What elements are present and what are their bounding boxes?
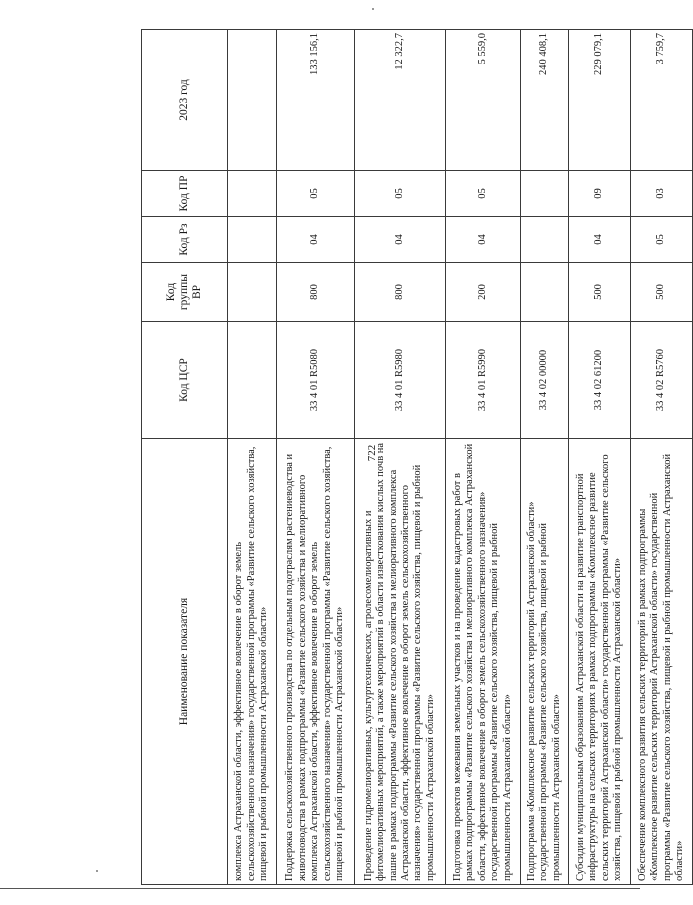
header-year: 2023 год (142, 30, 228, 171)
table-row (446, 30, 521, 885)
row-vr (521, 263, 569, 322)
row-rz: 04 (569, 217, 631, 263)
row-name: Проведение гидромелиоративных, культуртехнических, агролесомелиоративных и фитомелиоративных мероприятий, а также мероприятий в области известкования кислых почв на пашне в рамках подпрограммы «Развитие сельского хозяйства и мелиоративного комплекса Астраханской области, эффективное вовлечение в оборот земель сельскохозяйственного назначения» государственной программы «Развитие сельского хозяйства, пищевой и рыбной промышленности Астраханской области» (355, 439, 446, 885)
row-pr: 05 (277, 171, 355, 217)
row-amount: 5 559,0 (446, 30, 521, 171)
row-amount: 12 322,7 (355, 30, 446, 171)
row-pr: 05 (446, 171, 521, 217)
row-rz: 04 (446, 217, 521, 263)
row-pr: 09 (569, 171, 631, 217)
scan-speck (372, 8, 374, 10)
row-pr: 03 (631, 171, 693, 217)
header-vr: Код группы ВР (142, 263, 228, 322)
row-amount: 229 079,1 (569, 30, 631, 171)
row-csr: 33 4 02 R5760 (631, 322, 693, 439)
scan-speck (96, 870, 98, 872)
row-vr: 500 (631, 263, 693, 322)
row-rz (228, 217, 277, 263)
row-name: Обеспечение комплексного развития сельских территорий в рамках подпрограммы «Комплексное развитие сельских территорий Астраханской области» государственной программы «Развитие сельского хозяйства, пищевой и рыбной промышленности Астраханской области» (631, 439, 693, 885)
header-name: Наименование показателя (142, 439, 228, 885)
row-name: комплекса Астраханской области, эффективное вовлечение в оборот земель сельскохозяйственного назначения» государственной программы «Развитие сельского хозяйства, пищевой и рыбной промышленности Астраханской области» (228, 439, 277, 885)
table-row (521, 30, 569, 885)
row-csr: 33 4 01 R5980 (355, 322, 446, 439)
row-rz (521, 217, 569, 263)
table-row (228, 30, 277, 885)
row-csr (228, 322, 277, 439)
row-vr: 200 (446, 263, 521, 322)
row-name: Подпрограмма «Комплексное развитие сельских территорий Астраханской области» государственной программы «Развитие сельского хозяйства, пищевой и рыбной промышленности Астраханской области» (521, 439, 569, 885)
row-vr: 800 (277, 263, 355, 322)
row-amount: 133 156,1 (277, 30, 355, 171)
table-row (277, 30, 355, 885)
row-csr: 33 4 01 R5080 (277, 322, 355, 439)
row-vr (228, 263, 277, 322)
row-rz: 05 (631, 217, 693, 263)
row-vr: 800 (355, 263, 446, 322)
row-name: Поддержка сельскохозяйственного производства по отдельным подотраслям растениеводства и животноводства в рамках подпрограммы «Развитие сельского хозяйства и мелиоративного комплекса Астраханской области, эффективное вовлечение в оборот земель сельскохозяйственного назначения» государственной программы «Развитие сельского хозяйства, пищевой и рыбной промышленности Астраханской области» (277, 439, 355, 885)
row-rz: 04 (355, 217, 446, 263)
row-rz: 04 (277, 217, 355, 263)
row-pr (228, 171, 277, 217)
row-amount (228, 30, 277, 171)
table-header-row (142, 30, 228, 885)
scan-bottom-line (0, 888, 640, 889)
row-csr: 33 4 02 61200 (569, 322, 631, 439)
table-row (569, 30, 631, 885)
row-csr: 33 4 02 00000 (521, 322, 569, 439)
header-pr: Код ПР (142, 171, 228, 217)
row-name: Подготовка проектов межевания земельных участков и на проведение кадастровых работ в рамках подпрограммы «Развитие сельского хозяйства и мелиоративного комплекса Астраханской области, эффективное вовлечение в оборот земель сельскохозяйственного назначения» государственной программы «Развитие сельского хозяйства, пищевой и рыбной промышленности Астраханской области» (446, 439, 521, 885)
row-name: Субсидии муниципальным образованиям Астраханской области на развитие транспортной инфраструктуры на сельских территориях в рамках подпрограммы «Комплексное развитие сельских территорий Астраханской области» государственной программы «Развитие сельского хозяйства, пищевой и рыбной промышленности Астраханской области» (569, 439, 631, 885)
row-amount: 240 408,1 (521, 30, 569, 171)
rotated-table-frame (141, 30, 685, 885)
row-pr (521, 171, 569, 217)
page-number: 722 (366, 444, 378, 462)
row-vr: 500 (569, 263, 631, 322)
row-csr: 33 4 01 R5990 (446, 322, 521, 439)
header-csr: Код ЦСР (142, 322, 228, 439)
row-pr: 05 (355, 171, 446, 217)
row-amount: 3 759,7 (631, 30, 693, 171)
table-row (631, 30, 693, 885)
budget-table (141, 29, 693, 885)
header-rz: Код Рз (142, 217, 228, 263)
table-row (355, 30, 446, 885)
